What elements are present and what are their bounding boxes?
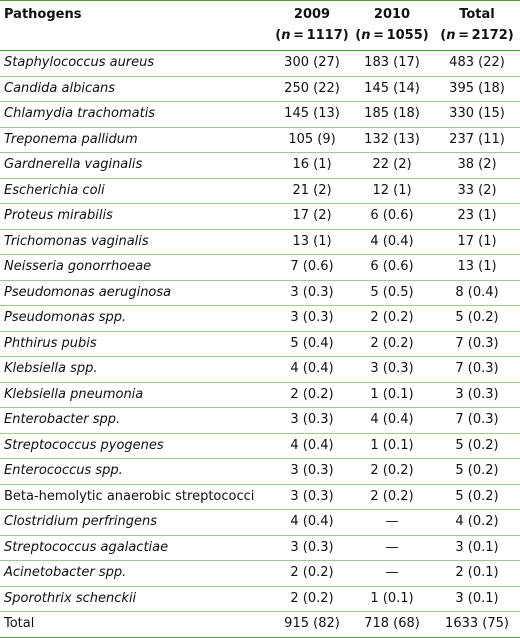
pathogen-name: Clostridium perfringens (0, 510, 274, 536)
value-2009: 3 (0.3) (274, 280, 350, 306)
value-2009: 3 (0.3) (274, 408, 350, 434)
value-2009: 145 (13) (274, 102, 350, 128)
table-row (0, 561, 520, 587)
pathogen-name: Beta-hemolytic anaerobic streptococci (0, 484, 274, 510)
pathogen-name: Staphylococcus aureus (0, 51, 274, 77)
value-total: 330 (15) (434, 102, 520, 128)
table-row (0, 153, 520, 179)
table-body (0, 51, 520, 638)
value-total: 8 (0.4) (434, 280, 520, 306)
value-total: 13 (1) (434, 255, 520, 281)
table-row (0, 204, 520, 230)
value-2010: 2 (0.2) (350, 459, 434, 485)
header-2009-n: (n = 1117) (275, 28, 349, 43)
value-2009: 2 (0.2) (274, 382, 350, 408)
value-2010: 4 (0.4) (350, 229, 434, 255)
total-2009: 915 (82) (274, 612, 350, 638)
value-total: 7 (0.3) (434, 357, 520, 383)
pathogen-name: Klebsiella pneumonia (0, 382, 274, 408)
value-2009: 2 (0.2) (274, 586, 350, 612)
value-total: 3 (0.1) (434, 586, 520, 612)
value-2009: 105 (9) (274, 127, 350, 153)
pathogen-name: Streptococcus agalactiae (0, 535, 274, 561)
value-2010: 145 (14) (350, 76, 434, 102)
table-row (0, 51, 520, 77)
value-2009: 13 (1) (274, 229, 350, 255)
value-total: 3 (0.3) (434, 382, 520, 408)
value-2009: 3 (0.3) (274, 459, 350, 485)
table-row (0, 306, 520, 332)
value-total: 3 (0.1) (434, 535, 520, 561)
value-total: 2 (0.1) (434, 561, 520, 587)
header-spacer (0, 28, 274, 51)
value-2010: 3 (0.3) (350, 357, 434, 383)
pathogen-name: Enterobacter spp. (0, 408, 274, 434)
pathogen-name: Neisseria gonorrhoeae (0, 255, 274, 281)
total-total: 1633 (75) (434, 612, 520, 638)
value-total: 5 (0.2) (434, 433, 520, 459)
table-row (0, 331, 520, 357)
value-total: 5 (0.2) (434, 459, 520, 485)
pathogen-name: Chlamydia trachomatis (0, 102, 274, 128)
table-row (0, 255, 520, 281)
value-2010: 2 (0.2) (350, 306, 434, 332)
value-2009: 2 (0.2) (274, 561, 350, 587)
table-row (0, 382, 520, 408)
value-total: 23 (1) (434, 204, 520, 230)
value-2009: 4 (0.4) (274, 510, 350, 536)
value-2010: 1 (0.1) (350, 382, 434, 408)
value-total: 5 (0.2) (434, 306, 520, 332)
table-row (0, 280, 520, 306)
pathogen-name: Trichomonas vaginalis (0, 229, 274, 255)
pathogen-name: Treponema pallidum (0, 127, 274, 153)
value-2009: 7 (0.6) (274, 255, 350, 281)
table-row (0, 229, 520, 255)
value-2009: 3 (0.3) (274, 535, 350, 561)
pathogen-name: Gardnerella vaginalis (0, 153, 274, 179)
value-2009: 250 (22) (274, 76, 350, 102)
value-total: 4 (0.2) (434, 510, 520, 536)
value-2009: 4 (0.4) (274, 357, 350, 383)
value-total: 7 (0.3) (434, 331, 520, 357)
pathogen-name: Phthirus pubis (0, 331, 274, 357)
table-row (0, 408, 520, 434)
pathogen-name: Pseudomonas spp. (0, 306, 274, 332)
table-row (0, 459, 520, 485)
value-total: 5 (0.2) (434, 484, 520, 510)
value-total: 38 (2) (434, 153, 520, 179)
value-2010: 2 (0.2) (350, 484, 434, 510)
header-2009: 2009 (293, 7, 331, 22)
pathogen-name: Streptococcus pyogenes (0, 433, 274, 459)
value-total: 237 (11) (434, 127, 520, 153)
total-2010: 718 (68) (350, 612, 434, 638)
header-total-n: (n = 2172) (440, 28, 514, 43)
value-total: 483 (22) (434, 51, 520, 77)
value-total: 395 (18) (434, 76, 520, 102)
value-2009: 300 (27) (274, 51, 350, 77)
total-row (0, 612, 520, 638)
header-total: Total (459, 7, 495, 22)
value-2010: 4 (0.4) (350, 408, 434, 434)
table-row (0, 76, 520, 102)
value-total: 33 (2) (434, 178, 520, 204)
value-2010: 132 (13) (350, 127, 434, 153)
value-2010: 22 (2) (350, 153, 434, 179)
table-row (0, 102, 520, 128)
table-row (0, 510, 520, 536)
value-2010: — (350, 510, 434, 536)
value-2010: 183 (17) (350, 51, 434, 77)
header-2010-n: (n = 1055) (355, 28, 429, 43)
pathogen-name: Klebsiella spp. (0, 357, 274, 383)
table-row (0, 178, 520, 204)
table-row (0, 127, 520, 153)
value-2009: 3 (0.3) (274, 306, 350, 332)
pathogen-name: Escherichia coli (0, 178, 274, 204)
value-2009: 17 (2) (274, 204, 350, 230)
total-label: Total (0, 612, 274, 638)
value-2010: 2 (0.2) (350, 331, 434, 357)
value-total: 17 (1) (434, 229, 520, 255)
header-2010: 2010 (373, 7, 411, 22)
pathogen-name: Sporothrix schenckii (0, 586, 274, 612)
value-total: 7 (0.3) (434, 408, 520, 434)
value-2009: 16 (1) (274, 153, 350, 179)
pathogen-name: Enterococcus spp. (0, 459, 274, 485)
value-2010: 6 (0.6) (350, 204, 434, 230)
table-row (0, 535, 520, 561)
table-row (0, 586, 520, 612)
value-2010: — (350, 561, 434, 587)
value-2009: 3 (0.3) (274, 484, 350, 510)
value-2009: 5 (0.4) (274, 331, 350, 357)
value-2010: 185 (18) (350, 102, 434, 128)
pathogen-name: Pseudomonas aeruginosa (0, 280, 274, 306)
pathogen-name: Acinetobacter spp. (0, 561, 274, 587)
header-pathogens: Pathogens (4, 7, 82, 22)
pathogen-name: Proteus mirabilis (0, 204, 274, 230)
table-row (0, 433, 520, 459)
value-2010: 6 (0.6) (350, 255, 434, 281)
value-2010: 12 (1) (350, 178, 434, 204)
table-header (0, 1, 520, 51)
value-2010: 1 (0.1) (350, 586, 434, 612)
value-2010: — (350, 535, 434, 561)
table-row (0, 357, 520, 383)
value-2010: 1 (0.1) (350, 433, 434, 459)
pathogen-name: Candida albicans (0, 76, 274, 102)
value-2009: 21 (2) (274, 178, 350, 204)
value-2009: 4 (0.4) (274, 433, 350, 459)
table-row (0, 484, 520, 510)
value-2010: 5 (0.5) (350, 280, 434, 306)
